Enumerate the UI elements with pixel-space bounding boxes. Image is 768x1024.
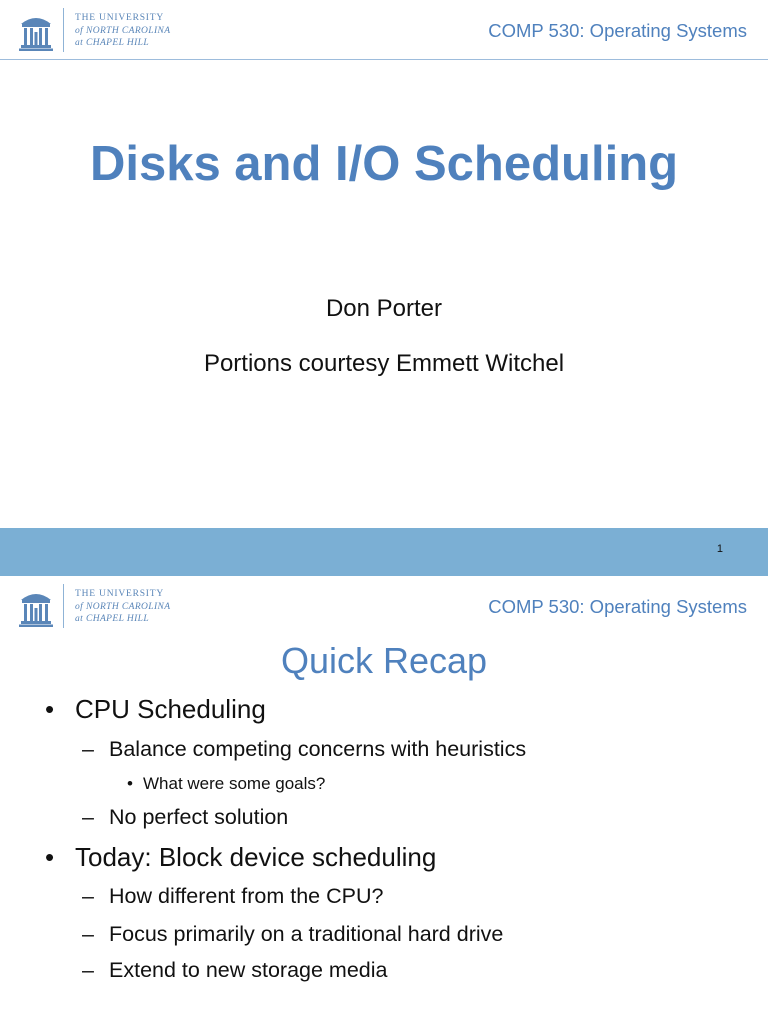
- slide-2: [0, 576, 768, 1024]
- course-title: COMP 530: Operating Systems: [488, 596, 747, 617]
- bullet-marker: –: [82, 958, 94, 982]
- bullet-text: Focus primarily on a traditional hard drive: [109, 922, 504, 946]
- bullet-marker: –: [82, 805, 94, 829]
- bullet-item: [82, 805, 289, 830]
- logo-divider: [63, 8, 64, 52]
- university-line: THE UNIVERSITY: [75, 13, 165, 23]
- bullet-text: How different from the CPU?: [109, 884, 384, 908]
- bullet-text: Balance competing concerns with heuristics: [109, 737, 527, 761]
- bullet-item: [82, 737, 527, 762]
- bullet-marker: –: [82, 922, 94, 946]
- bullet-marker: •: [45, 842, 55, 872]
- university-line: of NORTH CAROLINA: [75, 601, 171, 612]
- bullet-marker: •: [45, 694, 55, 724]
- bullet-text: What were some goals?: [143, 774, 326, 793]
- bullet-text: Today: Block device scheduling: [75, 842, 437, 872]
- header-divider: [0, 59, 768, 60]
- bullet-item: [82, 922, 504, 947]
- bullet-marker: •: [127, 774, 133, 793]
- bullet-marker: –: [82, 737, 94, 761]
- course-title: COMP 530: Operating Systems: [488, 20, 747, 41]
- bullet-item: [82, 958, 388, 983]
- credit-line: Portions courtesy Emmett Witchel: [203, 350, 565, 377]
- bullet-text: Extend to new storage media: [109, 958, 388, 982]
- bullet-item: [82, 884, 384, 909]
- university-line: of NORTH CAROLINA: [75, 25, 171, 36]
- footer-bar: [0, 528, 768, 576]
- university-line: THE UNIVERSITY: [75, 589, 165, 599]
- slide-title: Disks and I/O Scheduling: [89, 137, 679, 191]
- bullet-text: No perfect solution: [109, 805, 289, 829]
- slide-title: Quick Recap: [280, 640, 488, 681]
- bullet-text: CPU Scheduling: [75, 694, 266, 724]
- university-line: at CHAPEL HILL: [75, 38, 150, 48]
- author-name: Don Porter: [325, 295, 443, 322]
- bullet-item: [45, 842, 437, 873]
- bullet-item: [45, 694, 266, 725]
- bullet-list: [0, 576, 768, 1024]
- university-line: at CHAPEL HILL: [75, 614, 150, 624]
- slide-number: 1: [716, 543, 723, 555]
- slide-header: [0, 0, 768, 60]
- bullet-marker: –: [82, 884, 94, 908]
- university-wordmark: [75, 12, 170, 50]
- bullet-item: [127, 774, 326, 794]
- old-well-icon: [18, 10, 54, 52]
